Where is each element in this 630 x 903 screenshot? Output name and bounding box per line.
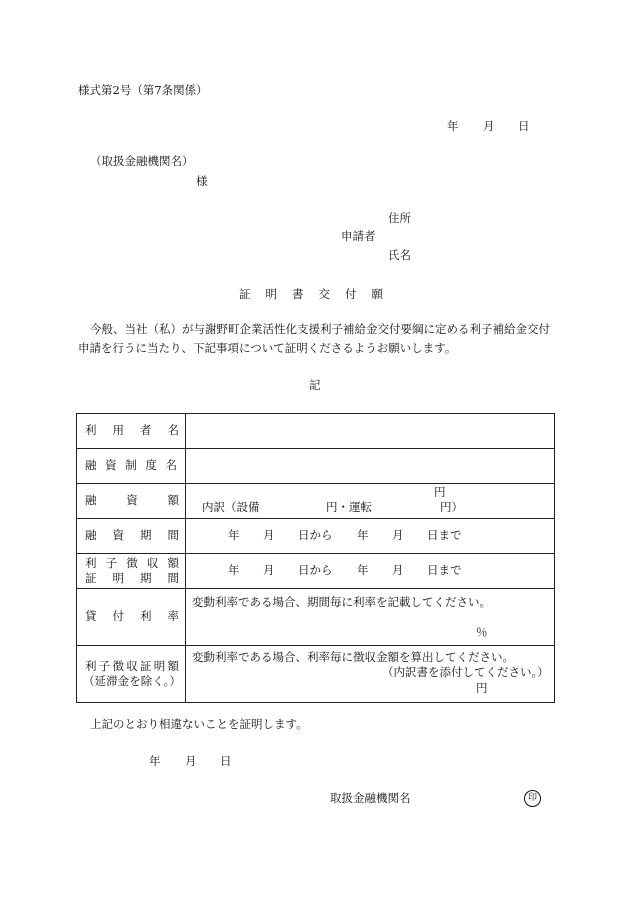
label-interest-certified-line1: 利子徴収証明額 — [85, 659, 179, 673]
loan-period-month1: 月 — [263, 528, 275, 542]
row-loan-period — [77, 519, 555, 554]
certificate-table — [76, 413, 555, 703]
value-loan-period — [186, 519, 555, 554]
seal-mark: 印 — [524, 790, 541, 807]
form-number: 様式第2号（第7条関係） — [78, 83, 208, 97]
date-year: 年 — [447, 119, 459, 133]
value-user-name — [186, 414, 555, 449]
value-interest-rate — [186, 589, 555, 646]
loan-period-year1: 年 — [228, 528, 240, 542]
row-interest-period — [77, 554, 555, 589]
breakdown-operating-yen: 円） — [440, 500, 463, 514]
value-interest-period — [186, 554, 555, 589]
applicant-label: 申請者 — [341, 229, 376, 243]
bottom-date-day: 日 — [220, 754, 232, 768]
interest-certified-note: 変動利率である場合、利率毎に徴収金額を算出してください。 — [192, 650, 514, 664]
loan-period-month2: 月 — [392, 528, 404, 542]
name-label: 氏名 — [388, 248, 411, 262]
label-interest-certified-line2: （延滞金を除く。） — [83, 674, 181, 688]
interest-certified-attach-note: （内訳書を添付してください。） — [382, 665, 549, 679]
interest-period-to: 日まで — [427, 563, 462, 577]
interest-period-month2: 月 — [392, 563, 404, 577]
loan-period-year2: 年 — [357, 528, 369, 542]
interest-certified-yen: 円 — [476, 681, 488, 695]
interest-period-from: 日から — [298, 563, 333, 577]
document-title: 証明書交付願 — [239, 287, 398, 301]
row-interest-rate — [77, 589, 555, 646]
row-user-name — [77, 414, 555, 449]
bottom-date-year: 年 — [149, 754, 161, 768]
institution-label: 取扱金融機関名 — [330, 791, 411, 805]
address-label: 住所 — [388, 211, 411, 225]
label-interest-period-line2: 証明期間 — [85, 571, 179, 585]
label-user-name: 利用者名 — [85, 423, 179, 437]
ki-heading: 記 — [309, 378, 321, 392]
body-text-line1: 今般、当社（私）が与謝野町企業活性化支援利子補給金交付要綱に定める利子補給金交付 — [90, 322, 550, 336]
label-interest-period-line1: 利子徴収額 — [85, 556, 179, 570]
label-loan-period: 融資期間 — [85, 528, 179, 542]
label-loan-amount: 融資額 — [85, 493, 179, 507]
row-interest-certified — [77, 646, 555, 703]
loan-period-to: 日まで — [427, 528, 462, 542]
row-loan-amount — [77, 484, 555, 519]
interest-rate-percent: ％ — [476, 625, 488, 639]
interest-period-year2: 年 — [357, 563, 369, 577]
date-month: 月 — [483, 119, 495, 133]
loan-period-from: 日から — [298, 528, 333, 542]
certify-text: 上記のとおり相違ないことを証明します。 — [90, 717, 308, 731]
interest-period-year1: 年 — [228, 563, 240, 577]
date-day: 日 — [518, 119, 530, 133]
breakdown-equipment-yen: 円・運転 — [326, 500, 372, 514]
body-text-line2: 申請を行うに当たり、下記事項について証明くださるようお願いします。 — [78, 341, 457, 355]
value-loan-amount — [186, 484, 555, 519]
breakdown-prefix: 内訳（設備 — [202, 500, 260, 514]
loan-amount-yen: 円 — [434, 485, 446, 499]
bottom-date-month: 月 — [185, 754, 197, 768]
row-loan-program — [77, 449, 555, 484]
label-loan-program: 融資制度名 — [85, 458, 177, 472]
addressee-honorific: 様 — [196, 174, 208, 188]
value-interest-certified — [186, 646, 555, 703]
addressee-bank-name: （取扱金融機関名） — [90, 154, 194, 168]
label-interest-rate: 貸付利率 — [85, 609, 179, 623]
value-loan-program — [186, 449, 555, 484]
interest-period-month1: 月 — [263, 563, 275, 577]
interest-rate-note: 変動利率である場合、期間毎に利率を記載してください。 — [192, 595, 491, 609]
